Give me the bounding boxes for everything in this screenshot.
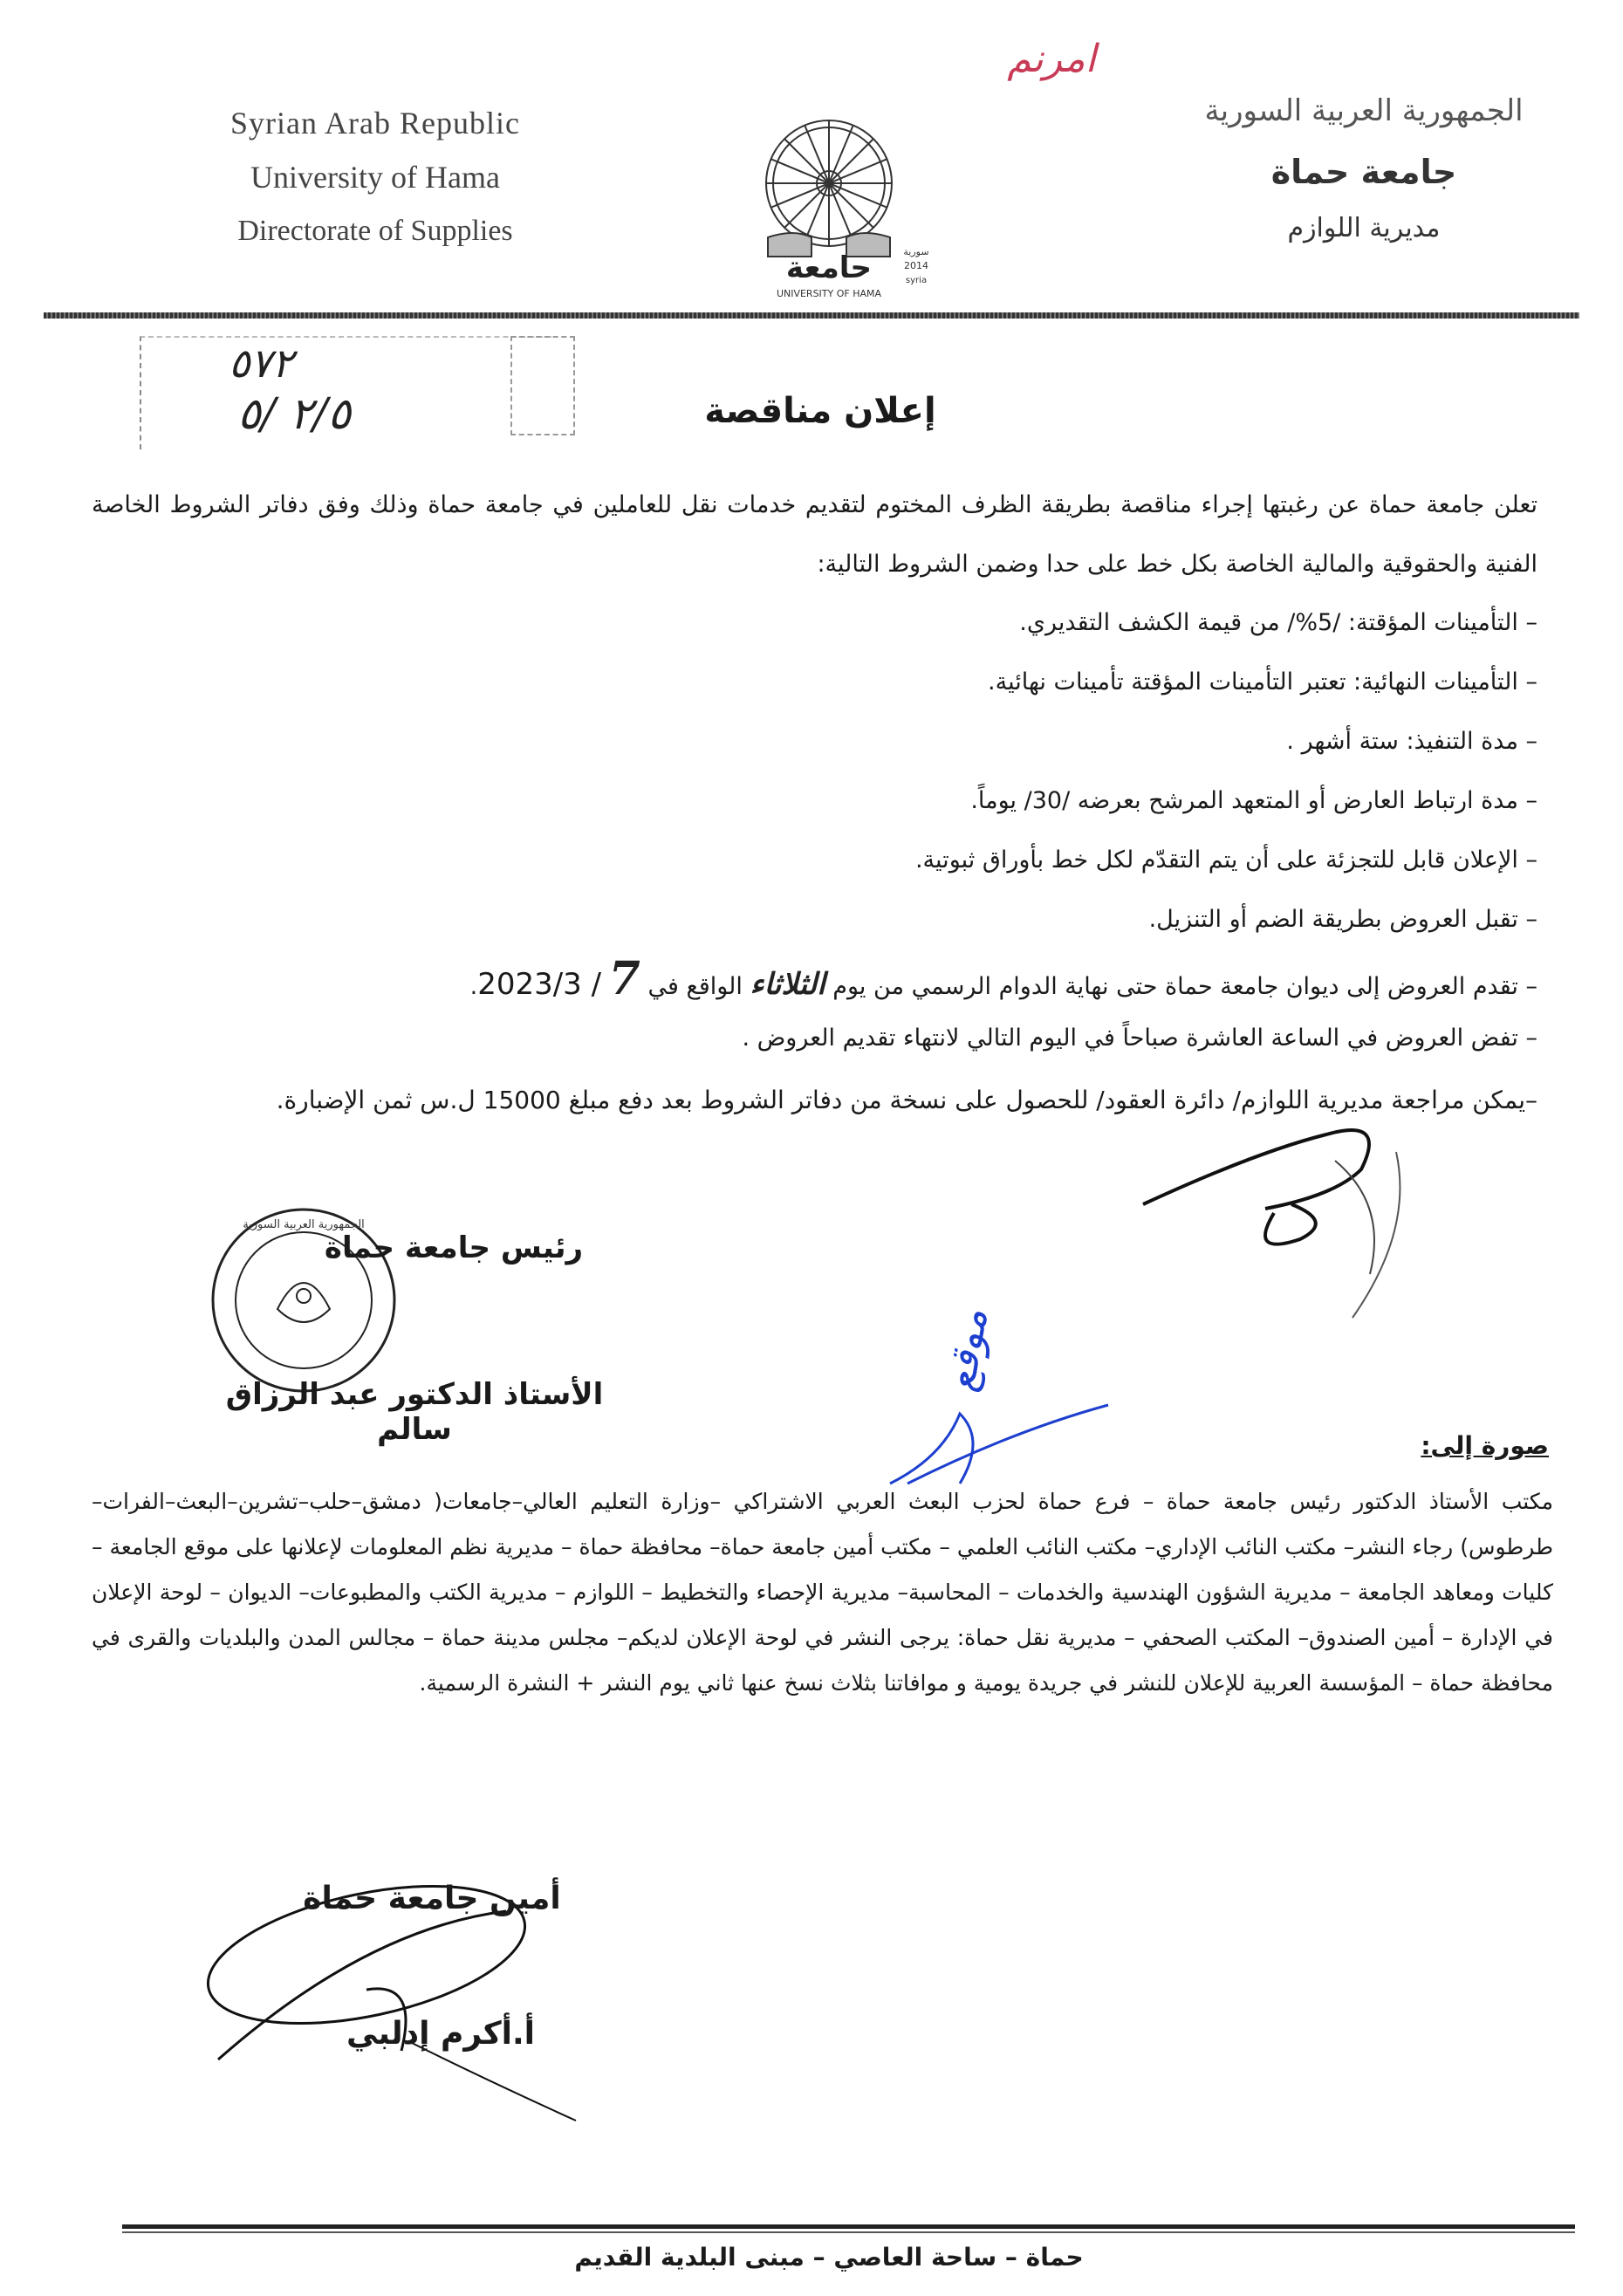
logo-country-en: syria — [905, 276, 928, 285]
university-logo — [742, 106, 951, 307]
reference-number: ٥٧٢ — [229, 339, 294, 387]
header-english — [175, 96, 576, 258]
logo-year: 2014 — [904, 260, 928, 271]
header-ar-university: جامعة حماة — [1270, 153, 1457, 191]
condition-item: – تقبل العروض بطريقة الضم أو التنزيل. — [1148, 906, 1537, 933]
condition-item: – الإعلان قابل للتجزئة على أن يتم التقدّم لكل خط بأوراق ثبوتية. — [914, 846, 1537, 874]
header-divider — [44, 312, 1579, 319]
logo-caption: UNIVERSITY OF HAMA — [776, 288, 882, 299]
stamp-box — [510, 336, 575, 435]
copy-note: –يمكن مراجعة مديرية اللوازم/ دائرة العقود/ للحصول على نسخة من دفاتر الشروط بعد دفع مبلغ 15000 ل.س ثمن الإضبارة. — [276, 1086, 1537, 1114]
handwritten-note-text: موقع — [935, 1305, 997, 1395]
condition-item: – التأمينات المؤقتة: /5%/ من قيمة الكشف التقديري. — [1019, 609, 1537, 636]
header-ar-country: الجمهورية العربية السورية — [1204, 93, 1524, 128]
logo-arabic-name: حامعة — [785, 250, 873, 285]
submission-located: الواقع في — [647, 973, 743, 1000]
condition-item: – مدة التنفيذ: ستة أشهر . — [1286, 728, 1537, 755]
page-title: إعلان مناقصة — [704, 391, 936, 431]
waterwheel-logo-icon — [742, 106, 951, 307]
header-en-university: University of Hama — [250, 160, 500, 195]
header-ar-directorate: مديرية اللوازم — [1287, 213, 1441, 243]
submission-day-number: 7 — [608, 952, 640, 1005]
header-en-directorate: Directorate of Supplies — [237, 215, 513, 247]
cc-recipients: مكتب الأستاذ الدكتور رئيس جامعة حماة – فرع حماة لحزب البعث العربي الاشتراكي –وزارة التعليم العالي–جامعات( دمشق–حلب–تشرين–البعث–الفرات–طرطوس) رجاء النشر– مكتب النائب الإداري– مكتب النائب العلمي – مكتب أمين جامعة حماة– محافظة حماة – مديرية نظم المعلومات لإعلانها على موقع الجامعة –كليات ومعاهد الجامعة – مديرية الشؤون الهندسية والخدمات – المحاسبة– مديرية الإحصاء والتخطيط – اللوازم – مديرية الكتب والمطبوعات– الديوان – لوحة الإعلان في الإدارة – أمين الصندوق– المكتب الصحفي – مديرية نقل حماة: يرجى النشر في لوحة الإعلان لديكم– مجلس مدينة حماة – مجالس المدن والبلديات والقرى في محافظة حماة – المؤسسة العربية للإعلان للنشر في جريدة يومية و موافاتنا بثلاث نسخ عنها ثاني يوم النشر + النشرة الرسمية. — [92, 1489, 1553, 1696]
seal-ring-text: الجمهورية العربية السورية — [243, 1218, 365, 1231]
signature-president — [1126, 1100, 1518, 1344]
condition-item: – التأمينات النهائية: تعتبر التأمينات المؤقتة تأمينات نهائية. — [988, 668, 1537, 696]
header-arabic — [1168, 80, 1560, 255]
footer-divider — [122, 2224, 1575, 2229]
submission-text: – تقدم العروض إلى ديوان جامعة حماة حتى نهاية الدوام الرسمي من يوم — [832, 973, 1537, 1000]
intro-paragraph: تعلن جامعة حماة عن رغبتها إجراء مناقصة بطريقة الظرف المختوم لتقديم خدمات نقل للعاملين في جامعة حماة وذلك وفق دفاتر الشروط الخاصة الفنية والحقوقية والمالية الخاصة بكل خط على حدا وضمن الشروط التالية: — [92, 491, 1537, 578]
footer-address: حماة – ساحة العاصي – مبنى البلدية القديم — [574, 2243, 1084, 2272]
corner-handwritten-note: امرنم — [1007, 37, 1096, 81]
header-en-country: Syrian Arab Republic — [230, 106, 520, 141]
footer-divider-thin — [122, 2231, 1575, 2233]
logo-country-ar: سورية — [903, 246, 929, 257]
reference-date: ٢/٥ /٥ — [237, 388, 352, 439]
secretary-name: أ.أكرم إدلبي — [346, 2016, 536, 2052]
secretary-title: أمين جامعة حماة — [303, 1881, 561, 1916]
reference-stamp — [140, 336, 551, 449]
submission-condition — [92, 949, 1537, 1009]
signatory-title: رئيس جامعة حماة — [324, 1230, 584, 1265]
condition-item: – مدة ارتباط العارض أو المتعهد المرشح بعرضه /30/ يوماً. — [970, 787, 1537, 814]
submission-end: . — [469, 973, 478, 1000]
submission-date: 2023/3 / — [477, 967, 602, 1002]
signatory-name: الأستاذ الدكتور عبد الرزاق سالم — [225, 1377, 604, 1447]
cc-label: صورة إلى: — [1421, 1431, 1549, 1460]
submission-day-handwritten: الثلاثاء — [750, 967, 825, 1002]
opening-condition: – تفض العروض في الساعة العاشرة صباحاً في اليوم التالي لانتهاء تقديم العروض . — [742, 1025, 1537, 1052]
